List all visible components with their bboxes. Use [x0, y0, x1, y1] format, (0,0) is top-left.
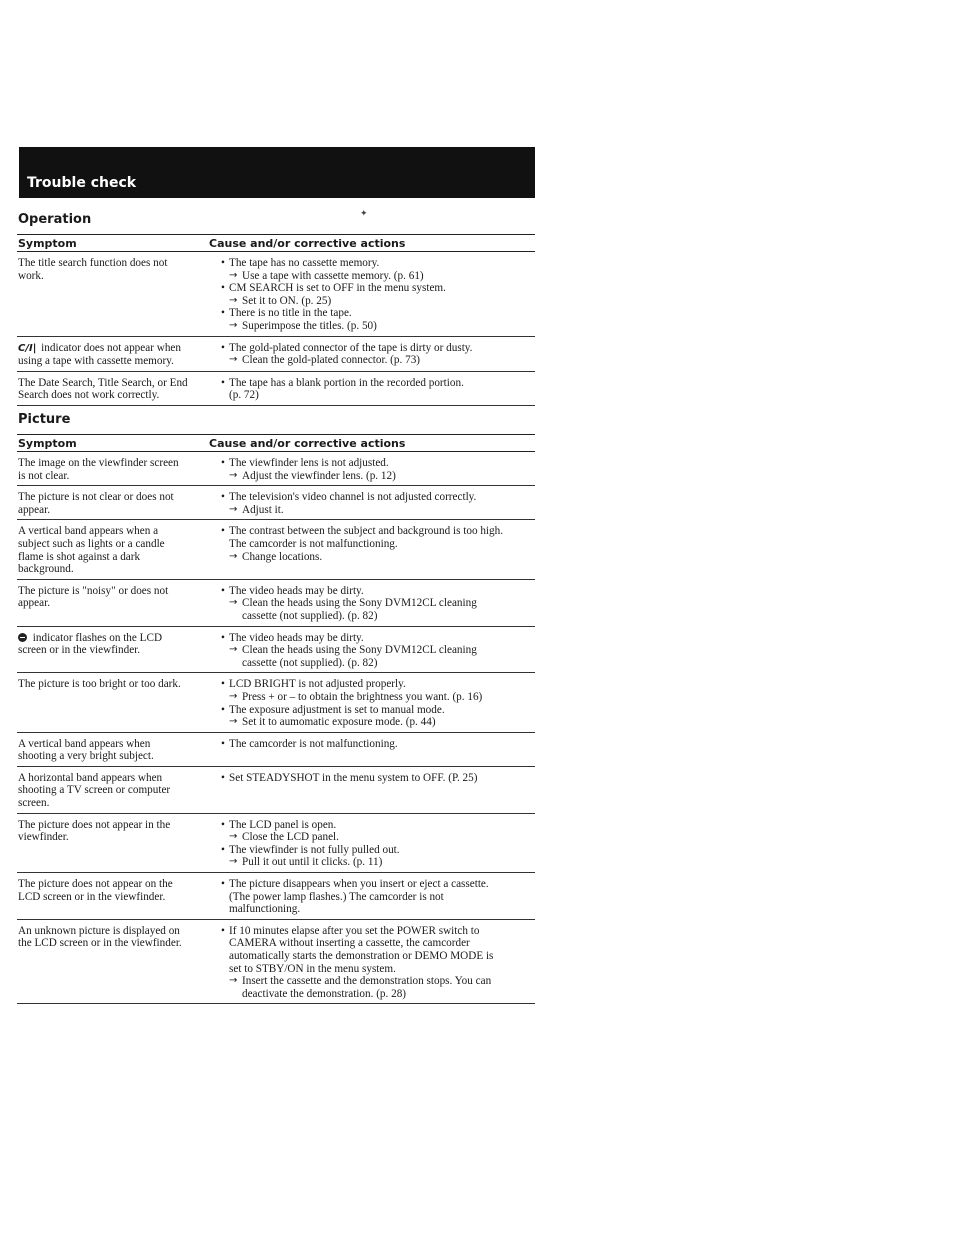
table-row — [17, 520, 535, 579]
cause-continuation: CAMERA without inserting a cassette, the camcorder — [229, 937, 470, 950]
cause-item: • The LCD panel is open. — [217, 819, 535, 832]
symptom-text: work. — [18, 269, 44, 282]
symptom-line — [18, 342, 213, 356]
symptom-text: subject such as lights or a candle — [18, 537, 165, 550]
symptom-text: The picture is too bright or too dark. — [18, 678, 181, 691]
table-row — [17, 873, 535, 920]
table-row — [17, 627, 535, 674]
symptom-line — [18, 257, 213, 270]
symptom-line — [18, 878, 213, 891]
action-continuation: cassette (not supplied). (p. 82) — [242, 656, 378, 669]
symptom-line — [18, 644, 213, 657]
symptom-line — [18, 270, 213, 283]
cause-item: • The viewfinder lens is not adjusted. — [217, 457, 535, 470]
symptom-line — [18, 504, 213, 517]
symptom-text: LCD screen or in the viewfinder. — [18, 890, 166, 903]
cause-item: • The video heads may be dirty. — [217, 585, 535, 598]
table-row — [17, 452, 535, 486]
symptom-cell — [17, 819, 217, 869]
symptom-text: appear. — [18, 503, 50, 516]
table-header — [17, 434, 535, 452]
symptom-line — [18, 597, 213, 610]
cause-item: • The contrast between the subject and background is too high. — [217, 525, 535, 538]
column-header-cause: Cause and/or corrective actions — [209, 237, 406, 250]
cause-cell — [217, 377, 535, 402]
table-row — [17, 920, 535, 1005]
column-header-symptom: Symptom — [18, 237, 77, 250]
symptom-text: The picture is "noisy" or does not — [18, 584, 169, 597]
symptom-line — [18, 491, 213, 504]
corrective-action: → Adjust the viewfinder lens. (p. 12) — [217, 470, 535, 483]
table-row — [17, 337, 535, 372]
symptom-text: screen. — [18, 797, 50, 810]
section-title: Picture — [18, 412, 71, 427]
symptom-cell — [17, 525, 217, 575]
scan-mark-icon: ✦ — [360, 209, 368, 219]
cause-cell — [217, 525, 535, 575]
symptom-text: shooting a TV screen or computer — [18, 784, 171, 797]
symptom-cell — [17, 257, 217, 333]
cause-item: • Set STEADYSHOT in the menu system to OFF. (P. 25) — [217, 772, 535, 785]
cause-continuation: The camcorder is not malfunctioning. — [229, 537, 398, 550]
cause-cell — [217, 342, 535, 368]
symptom-line — [18, 750, 213, 763]
action-continuation: cassette (not supplied). (p. 82) — [242, 609, 378, 622]
cause-item: • The tape has a blank portion in the recorded portion. — [217, 377, 535, 390]
symptom-line — [18, 563, 213, 576]
symptom-text: Search does not work correctly. — [18, 389, 160, 402]
table-header — [17, 234, 535, 252]
symptom-text: the LCD screen or in the viewfinder. — [18, 937, 182, 950]
table-row — [17, 252, 535, 337]
symptom-line — [18, 525, 213, 538]
corrective-action: → Superimpose the titles. (p. 50) — [217, 320, 535, 333]
symptom-cell — [17, 377, 217, 402]
symptom-cell — [17, 678, 217, 728]
cassette-memory-icon: C/I| — [18, 342, 37, 354]
cause-cell — [217, 678, 535, 728]
symptom-text: appear. — [18, 597, 50, 610]
table-row — [17, 486, 535, 520]
cause-item: • The television's video channel is not adjusted correctly. — [217, 491, 535, 504]
cause-cell — [217, 257, 535, 333]
corrective-action: → Set it to aumomatic exposure mode. (p. 44) — [217, 716, 535, 729]
symptom-cell — [17, 585, 217, 623]
cause-cell — [217, 878, 535, 916]
corrective-action: → Clean the gold-plated connector. (p. 73) — [217, 354, 535, 367]
symptom-line — [18, 457, 213, 470]
symptom-line — [18, 925, 213, 938]
symptom-text: A horizontal band appears when — [18, 771, 163, 784]
symptom-cell — [17, 491, 217, 516]
symptom-cell — [17, 772, 217, 810]
table-row — [17, 814, 535, 873]
symptom-line — [18, 585, 213, 598]
symptom-line — [18, 937, 213, 950]
symptom-text: The image on the viewfinder screen — [18, 457, 179, 469]
corrective-action: → Clean the heads using the Sony DVM12CL cleaning — [217, 644, 535, 657]
table-row — [17, 580, 535, 627]
table-row — [17, 372, 535, 406]
symptom-text: An unknown picture is displayed on — [18, 924, 180, 937]
picture-section — [17, 412, 535, 1004]
cause-item: • The picture disappears when you insert or eject a cassette. — [217, 878, 535, 891]
symptom-text: background. — [18, 563, 74, 576]
corrective-action: → Insert the cassette and the demonstration stops. You can — [217, 975, 535, 988]
cause-cell — [217, 819, 535, 869]
symptom-line — [18, 355, 213, 368]
symptom-text: is not clear. — [18, 469, 70, 482]
corrective-action: → Pull it out until it clicks. (p. 11) — [217, 856, 535, 869]
cause-cell — [217, 491, 535, 516]
cause-cell — [217, 772, 535, 810]
symptom-line — [18, 377, 213, 390]
operation-section — [17, 212, 535, 406]
symptom-cell — [17, 738, 217, 763]
symptom-text: screen or in the viewfinder. — [18, 644, 141, 657]
cause-item: • The camcorder is not malfunctioning. — [217, 738, 535, 751]
symptom-line — [18, 738, 213, 751]
symptom-line — [18, 891, 213, 904]
corrective-action: → Clean the heads using the Sony DVM12CL cleaning — [217, 597, 535, 610]
symptom-line — [18, 819, 213, 832]
symptom-text: The picture does not appear in the — [18, 818, 171, 831]
cause-cell — [217, 925, 535, 1001]
cause-cell — [217, 585, 535, 623]
warning-icon — [18, 633, 27, 642]
symptom-cell — [17, 342, 217, 368]
symptom-line — [18, 632, 213, 645]
section-banner — [19, 147, 535, 198]
symptom-cell — [17, 457, 217, 482]
cause-item: • The exposure adjustment is set to manual mode. — [217, 704, 535, 717]
corrective-action: → Set it to ON. (p. 25) — [217, 295, 535, 308]
table-row — [17, 767, 535, 814]
column-header-cause: Cause and/or corrective actions — [209, 437, 406, 450]
symptom-text: using a tape with cassette memory. — [18, 355, 174, 368]
symptom-line — [18, 772, 213, 785]
cause-continuation: set to STBY/ON in the menu system. — [229, 962, 396, 975]
symptom-cell — [17, 925, 217, 1001]
column-header-symptom: Symptom — [18, 437, 77, 450]
symptom-text: The picture is not clear or does not — [18, 491, 174, 504]
symptom-line — [18, 470, 213, 483]
symptom-line — [18, 797, 213, 810]
cause-item: • The video heads may be dirty. — [217, 632, 535, 645]
symptom-line — [18, 831, 213, 844]
corrective-action: → Press + or – to obtain the brightness you want. (p. 16) — [217, 691, 535, 704]
cause-item: • There is no title in the tape. — [217, 307, 535, 320]
table-row — [17, 673, 535, 732]
section-title: Operation — [18, 212, 92, 227]
cause-continuation: (p. 72) — [229, 389, 259, 402]
corrective-action: → Close the LCD panel. — [217, 831, 535, 844]
cause-cell — [217, 738, 535, 763]
symptom-text: shooting a very bright subject. — [18, 750, 154, 763]
symptom-text: flame is shot against a dark — [18, 550, 141, 563]
table-row — [17, 733, 535, 767]
symptom-text: viewfinder. — [18, 831, 69, 844]
symptom-text: A vertical band appears when a — [18, 525, 159, 538]
symptom-text: A vertical band appears when — [18, 737, 151, 750]
symptom-text: The title search function does not — [18, 257, 168, 269]
cause-item: • The gold-plated connector of the tape is dirty or dusty. — [217, 342, 535, 355]
cause-item: • The viewfinder is not fully pulled out. — [217, 844, 535, 857]
symptom-text: indicator flashes on the LCD — [30, 631, 163, 644]
cause-item: • If 10 minutes elapse after you set the POWER switch to — [217, 925, 535, 938]
symptom-cell — [17, 632, 217, 670]
corrective-action: → Use a tape with cassette memory. (p. 61) — [217, 270, 535, 283]
symptom-line — [18, 551, 213, 564]
corrective-action: → Change locations. — [217, 551, 535, 564]
symptom-line — [18, 538, 213, 551]
symptom-line — [18, 389, 213, 402]
cause-item: • LCD BRIGHT is not adjusted properly. — [217, 678, 535, 691]
symptom-text: The Date Search, Title Search, or End — [18, 376, 188, 389]
corrective-action: → Adjust it. — [217, 504, 535, 517]
action-continuation: deactivate the demonstration. (p. 28) — [242, 987, 407, 1000]
symptom-line — [18, 678, 213, 691]
cause-item: • CM SEARCH is set to OFF in the menu system. — [217, 282, 535, 295]
symptom-text: The picture does not appear on the — [18, 878, 173, 891]
cause-continuation: malfunctioning. — [229, 903, 301, 916]
cause-cell — [217, 632, 535, 670]
cause-item: • The tape has no cassette memory. — [217, 257, 535, 270]
cause-cell — [217, 457, 535, 482]
page-title: Trouble check — [27, 175, 137, 191]
symptom-cell — [17, 878, 217, 916]
cause-continuation: automatically starts the demonstration or DEMO MODE is — [229, 950, 494, 962]
symptom-text: indicator does not appear when — [38, 341, 181, 354]
cause-continuation: (The power lamp flashes.) The camcorder is not — [229, 890, 444, 903]
symptom-line — [18, 784, 213, 797]
